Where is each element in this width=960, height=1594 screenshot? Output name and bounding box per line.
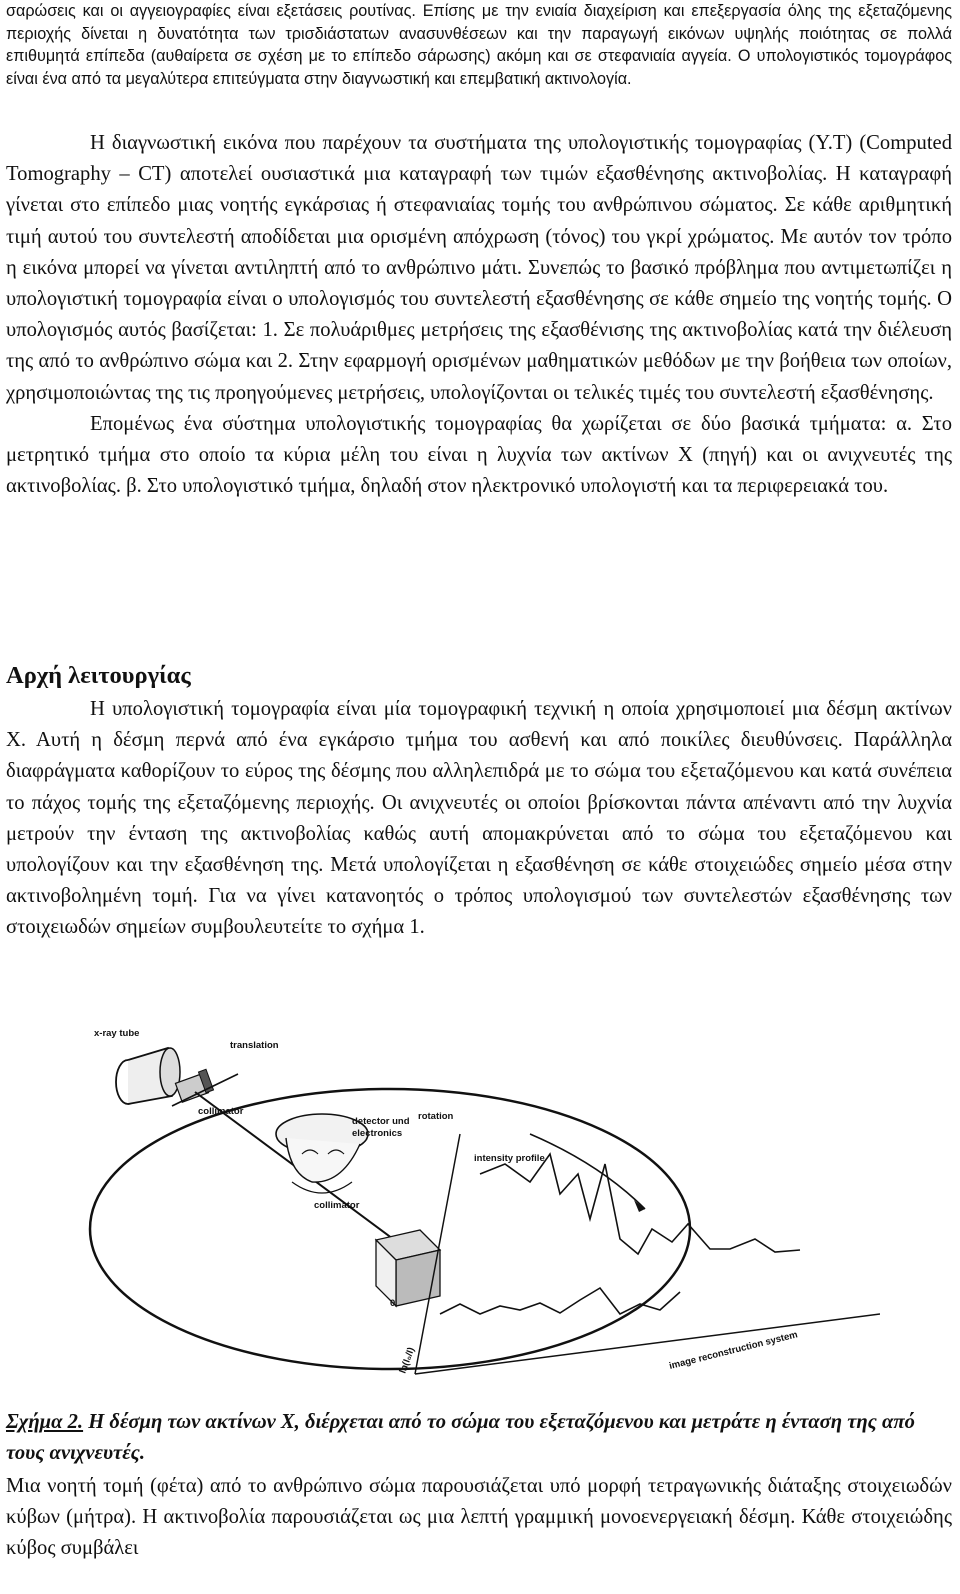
intensity-profile-plot xyxy=(415,1134,880,1374)
intro-paragraph xyxy=(6,0,952,90)
ct-parts-paragraph: Επομένως ένα σύστημα υπολογιστικής τομογραφίας θα χωρίζεται σε δύο βασικά τμήματα: α. Στο μετρητικό τμήμα στο οποίο τα κύρια μέλη του είναι η λυχνία των ακτίνων Χ (πηγή) και οι ανιχνευτές της ακτινοβολίας. β. Στο υπολογιστικό τμήμα, δηλαδή στον ηλεκτρονικό υπολογιστή και τα περιφερειακά του. xyxy=(6,412,952,498)
label-collimator-top: collimator xyxy=(198,1106,244,1117)
ct-scanner-figure xyxy=(60,1014,880,1394)
rotation-arrowhead xyxy=(634,1200,645,1212)
caption-text: Η δέσμη των ακτίνων Χ, διέρχεται από το σώμα του εξεταζόμενου και μετράτε η ένταση της από τους ανιχνευτές. xyxy=(6,1411,915,1464)
section-heading: Αρχή λειτουργίας xyxy=(6,662,191,689)
ct-description-paragraph: Η διαγνωστική εικόνα που παρέχουν τα συστήματα της υπολογιστικής τομογραφίας (Υ.Τ) (Computed Tomography – CT) αποτελεί ουσιαστικά μια καταγραφή των τιμών εξασθένησης ακτινοβολίας. Η καταγραφή γίνεται στο επίπεδο μιας νοητής εγκάρσιας ή στεφανιαίας τομής του ανθρώπινου σώματος. Σε κάθε αριθμητική τιμή αυτού του συντελεστή αποδίδεται μια ορισμένη απόχρωση (τόνος) του γκρί χρώματος. Με αυτόν τον τρόπο η εικόνα μπορεί να γίνεται αντιληπτή από το ανθρώπινο μάτι. Συνεπώς το βασικό πρόβλημα που αντιμετωπίζει η υπολογιστική τομογραφία είναι ο υπολογισμός του συντελεστή εξασθένησης σε κάθε σημείο της νοητής τομής. Ο υπολογισμός αυτός βασίζεται: 1. Σε πολυάριθμες μετρήσεις της εξασθένισης της ακτινοβολίας κατά την διέλευση της από το ανθρώπινο σώμα και 2. Στην εφαρμογή ορισμένων μαθηματικών μεθόδων με την βοήθεια των οποίων, χρησιμοποιώντας της τις προηγούμενες μετρήσεις, υπολογίζονται οι τελικές τιμές του συντελεστή εξασθένησης. xyxy=(6,132,952,404)
caption-prefix: Σχήμα 2. xyxy=(6,1411,84,1433)
label-collimator-bottom: collimator xyxy=(314,1200,360,1211)
figure-caption xyxy=(6,1407,952,1469)
rotation-arrow xyxy=(530,1134,645,1209)
label-electronics: electronics xyxy=(352,1128,403,1139)
label-detector: detector und xyxy=(352,1116,410,1127)
xray-tube-shape xyxy=(116,1048,180,1104)
label-ln: ln(I₀/I) xyxy=(397,1345,418,1376)
principle-section xyxy=(6,694,952,944)
label-intensity-profile: intensity profile xyxy=(474,1153,545,1164)
tail-section xyxy=(6,1471,952,1565)
intro-text: σαρώσεις και οι αγγειογραφίες είναι εξετάσεις ρουτίνας. Επίσης με την ενιαία διαχείριση και επεξεργασία όλης της εξεταζόμενης περιοχής δίνεται η δυνατότητα των τρισδιάστατων ανασυνθέσεων και την παραγωγή εικόνων υψηλής ποιότητας σε πολλά επιθυμητά επίπεδα (αυθαίρετα σε σχέση με το επίπεδο σάρωσης) ακόμη και σε στεφανιαία αγγεία. Ο υπολογιστικός τομογράφος είναι ένα από τα μεγαλύτερα επιτεύγματα στην διαγνωστική και επεμβατική ακτινολογία. xyxy=(6,2,952,88)
tail-paragraph: Μια νοητή τομή (φέτα) από το ανθρώπινο σώμα παρουσιάζεται υπό μορφή τετραγωνικής διάταξης στοιχειωδών κύβων (μήτρα). Η ακτινοβολία παρουσιάζεται ως μια λεπτή γραμμική μονοενεργειακή δέσμη. Κάθε στοιχειώδης κύβος συμβάλει xyxy=(6,1475,952,1560)
collimator-box-top xyxy=(175,1069,213,1102)
ct-scanner-diagram xyxy=(60,1014,880,1394)
principle-paragraph: Η υπολογιστική τομογραφία είναι μία τομογραφική τεχνική η οποία χρησιμοποιεί μια δέσμη ακτίνων Χ. Αυτή η δέσμη περνά από ένα εγκάρσιο τμήμα του ασθενή και από ποικίλες διευθύνσεις. Παράλληλα διαφράγματα καθορίζουν το εύρος της δέσμης που αλληλεπιδρά με το σώμα του εξεταζόμενου και κατά συνέπεια το πάχος τομής της εξεταζόμενης περιοχής. Οι ανιχνευτές οι οποίοι βρίσκονται πάντα απέναντι από την λυχνία μετρούν την ένταση της ακτινοβολίας καθώς αυτή απομακρύνεται από το σώμα του εξεταζόμενου και υπολογίζουν και την εξασθένηση της. Μετά υπολογίζεται η εξασθένηση σε κάθε στοιχειώδες σημείο μέσα στην ακτινοβολημένη τομή. Για να γίνει κατανοητός ο τρόπος υπολογισμού των συντελεστών εξασθένησης των στοιχειωδών σημείων συμβουλευτείτε το σχήμα 1. xyxy=(6,698,952,939)
ct-description-section xyxy=(6,128,952,502)
label-rotation: rotation xyxy=(418,1111,454,1122)
label-zero: 0 xyxy=(390,1298,396,1309)
label-xray-tube: x-ray tube xyxy=(94,1028,140,1039)
label-reconstruction: image reconstruction system xyxy=(668,1329,799,1372)
label-translation: translation xyxy=(230,1040,279,1051)
